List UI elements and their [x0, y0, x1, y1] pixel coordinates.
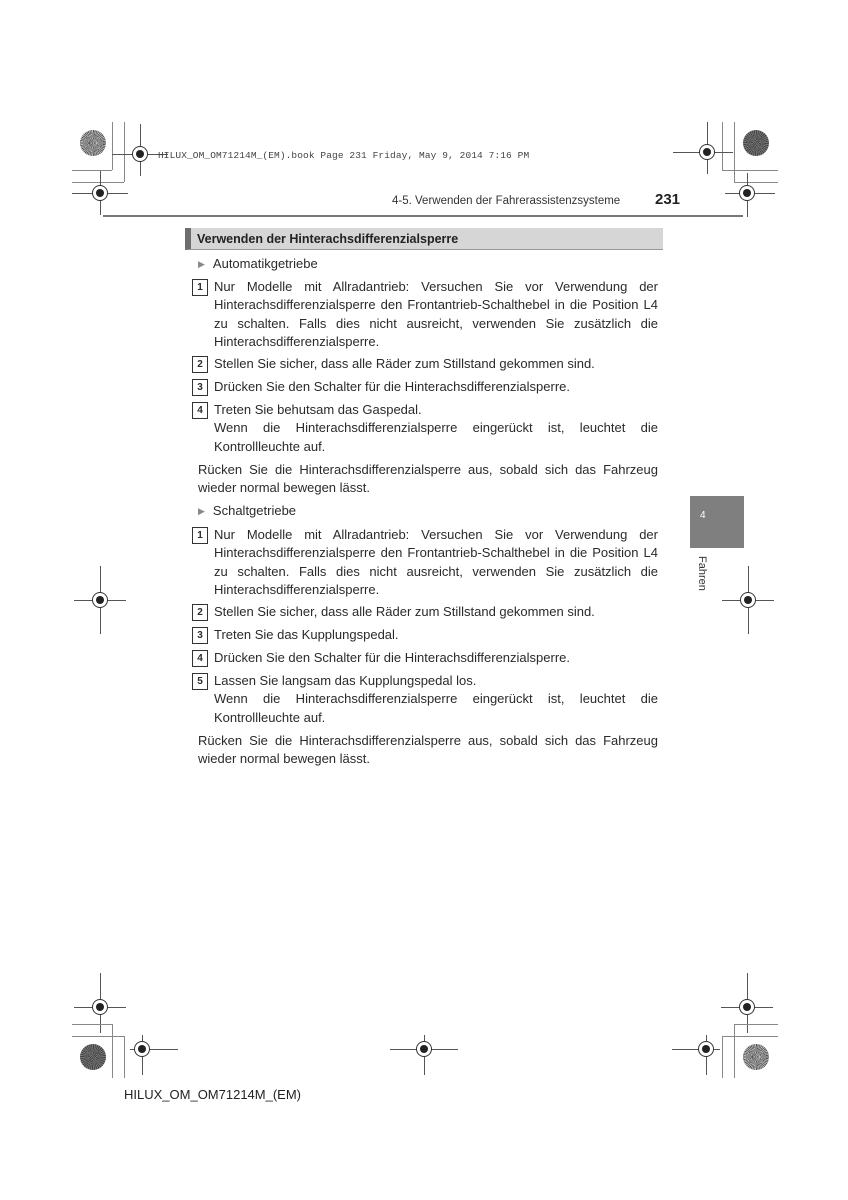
crop-mark: [722, 170, 778, 171]
crop-mark: [72, 1024, 112, 1025]
step-number: 2: [192, 604, 208, 621]
registration-rosette-icon: [80, 1044, 106, 1070]
step-detail: Wenn die Hinterachsdifferenzialsperre eingerückt ist, leuchtet die Kontrollleuchte auf.: [214, 420, 658, 454]
step-text: Stellen Sie sicher, dass alle Räder zum Stillstand gekommen sind.: [214, 604, 595, 619]
step-text: Treten Sie behutsam das Gaspedal.: [214, 402, 422, 417]
crop-mark: [734, 182, 778, 183]
running-header-section: 4-5. Verwenden der Fahrerassistenzsysteme: [392, 195, 621, 207]
step-number: 4: [192, 402, 208, 419]
crop-mark: [722, 122, 723, 170]
step-item: [192, 378, 658, 396]
crop-mark: [722, 1036, 723, 1078]
crop-mark: [124, 1036, 125, 1078]
subheading-automatic: [198, 256, 318, 271]
step-number: 2: [192, 356, 208, 373]
step-item: [192, 649, 658, 667]
step-detail: Wenn die Hinterachsdifferenzialsperre eingerückt ist, leuchtet die Kontrollleuchte auf.: [214, 691, 658, 725]
step-number: 1: [192, 527, 208, 544]
registration-rosette-icon: [80, 130, 106, 156]
note-paragraph: Rücken Sie die Hinterachsdifferenzialsperre aus, sobald sich das Fahrzeug wieder normal bewegen lässt.: [198, 462, 658, 496]
page-number: 231: [655, 191, 681, 208]
subheading-label: Automatikgetriebe: [212, 256, 318, 271]
step-item: [192, 355, 658, 373]
step-item: [192, 603, 658, 621]
step-text: Lassen Sie langsam das Kupplungspedal los.: [214, 673, 477, 688]
crop-mark: [112, 1024, 113, 1078]
crop-mark: [734, 1024, 735, 1078]
chapter-number: 4: [700, 510, 706, 521]
step-item: [192, 401, 658, 456]
step-number: 1: [192, 279, 208, 296]
step-text: Drücken Sie den Schalter für die Hinterachsdifferenzialsperre.: [214, 650, 570, 665]
subheading-manual: [198, 503, 296, 518]
step-text: Treten Sie das Kupplungspedal.: [214, 627, 399, 642]
section-title: Verwenden der Hinterachsdifferenzialsperre: [197, 232, 459, 246]
step-item: [192, 626, 658, 644]
triangle-bullet-icon: ▶: [198, 506, 205, 516]
crop-mark: [734, 1024, 778, 1025]
step-number: 3: [192, 627, 208, 644]
crop-mark: [124, 122, 125, 182]
chapter-label: Fahren: [696, 556, 708, 591]
crop-mark: [734, 122, 735, 182]
step-item: [192, 278, 658, 351]
footer-doc-id: HILUX_OM_OM71214M_(EM): [124, 1087, 301, 1102]
step-number: 4: [192, 650, 208, 667]
registration-rosette-icon: [743, 130, 769, 156]
step-text: Stellen Sie sicher, dass alle Räder zum Stillstand gekommen sind.: [214, 356, 595, 371]
header-rule: [103, 215, 743, 217]
print-info: HILUX_OM_OM71214M_(EM).book Page 231 Friday, May 9, 2014 7:16 PM: [158, 150, 530, 161]
section-title-bar: [185, 228, 663, 250]
subheading-label: Schaltgetriebe: [212, 503, 297, 518]
crop-mark: [112, 122, 113, 170]
registration-rosette-icon: [743, 1044, 769, 1070]
note-paragraph: Rücken Sie die Hinterachsdifferenzialsperre aus, sobald sich das Fahrzeug wieder normal bewegen lässt.: [198, 733, 658, 767]
step-item: [192, 526, 658, 599]
crop-mark: [722, 1036, 778, 1037]
step-text: Nur Modelle mit Allradantrieb: Versuchen Sie vor Verwendung der Hinterachsdifferenzialsperre den Frontantrieb-Schalthebel in die Position L4 zu schalten. Falls dies nicht ausreicht, verwenden Sie zusätzlich die Hinterachsdifferenzialsperre.: [214, 279, 658, 349]
chapter-tab: [690, 496, 744, 548]
step-text: Drücken Sie den Schalter für die Hinterachsdifferenzialsperre.: [214, 379, 570, 394]
step-number: 3: [192, 379, 208, 396]
step-number: 5: [192, 673, 208, 690]
triangle-bullet-icon: ▶: [198, 259, 205, 269]
step-text: Nur Modelle mit Allradantrieb: Versuchen Sie vor Verwendung der Hinterachsdifferenzialsperre den Frontantrieb-Schalthebel in die Position L4 zu schalten. Falls dies nicht ausreicht, verwenden Sie zusätzlich die Hinterachsdifferenzialsperre.: [214, 527, 658, 597]
crop-mark: [72, 1036, 124, 1037]
crop-mark: [72, 170, 112, 171]
step-item: [192, 672, 658, 727]
crop-mark: [72, 182, 124, 183]
